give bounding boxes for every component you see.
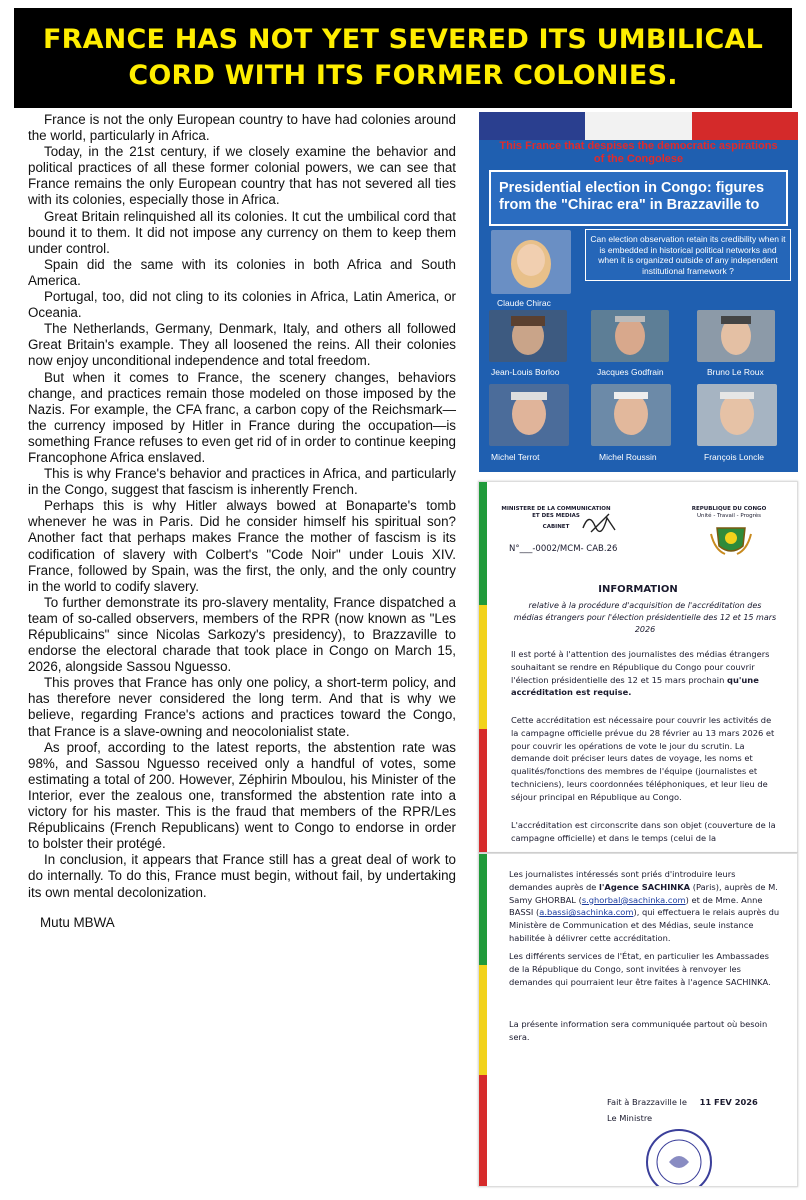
doc2-paragraph-2: Les différents services de l'État, en particulier les Ambassades de la République du Congo, sont invitées à renvoyer les demandes qui pourraient leur être faites à l'agence SACHINKA. bbox=[509, 951, 771, 987]
paragraph: Today, in the 21st century, if we closely examine the behavior and political practices of all these former colonial powers, we can see that France remains the only European country that has not severed all ties with its colonies, especially those in Africa. bbox=[28, 144, 456, 208]
paragraph: Perhaps this is why Hitler always bowed at Bonaparte's tomb whenever he was in Paris. Did he consider himself his spiritual son? Another fact that perhaps makes France the mother of fascism is its codification of slavery with Colbert's "Code Noir" under Louis XIV. France, followed by Spain, was the first, the only, and the only country in the world to codify slavery. bbox=[28, 498, 456, 594]
congo-flag-stripe bbox=[479, 854, 487, 1186]
portrait-photo bbox=[697, 310, 775, 362]
info-paragraph-1 bbox=[511, 648, 779, 699]
headline: FRANCE HAS NOT YET SEVERED ITS UMBILICAL CORD WITH ITS FORMER COLONIES. bbox=[42, 24, 764, 91]
doc2-paragraph-1 bbox=[509, 868, 781, 945]
republic-header bbox=[679, 506, 779, 520]
info-paragraph-3: L'accréditation est circonscrite dans son objet (couverture de la campagne officielle) et dans le temps (celui de la bbox=[511, 820, 776, 843]
doc2-text: ) et de Mme. Anne BASSI ( bbox=[509, 894, 763, 918]
ministry-line: MINISTERE DE LA COMMUNICATION bbox=[501, 506, 611, 512]
caption: Bruno Le Roux bbox=[707, 367, 764, 377]
ministry-line: CABINET bbox=[542, 524, 570, 530]
republic-line: Unité - Travail - Progrès bbox=[696, 513, 761, 519]
portrait-photo bbox=[591, 384, 671, 446]
handwritten-signature bbox=[579, 510, 619, 541]
portrait-photo bbox=[697, 384, 777, 446]
poster-red-title: This France that despises the democratic aspirations of the Congolese bbox=[493, 140, 784, 166]
portrait-photo bbox=[489, 384, 569, 446]
portrait-photo bbox=[489, 310, 567, 362]
paragraph: Portugal, too, did not cling to its colonies in Africa, Latin America, or Oceania. bbox=[28, 289, 456, 321]
email-link[interactable]: s.ghorbal@sachinka.com bbox=[581, 894, 686, 905]
doc2-text: (Paris), auprès de M. Samy GHORBAL ( bbox=[509, 881, 778, 905]
info-text: Il est porté à l'attention des journalistes des médias étrangers souhaitant se rendre en République du Congo pour couvrir l'élection présidentielle des 12 et 15 mars prochain bbox=[511, 649, 770, 685]
document-page-1 bbox=[478, 481, 798, 853]
info-paragraph-2: Cette accréditation est nécessaire pour couvrir les activités de la campagne officielle prévue du 28 février au 13 mars 2026 et pour couvrir les opérations de vote le jour du scrutin. La demande doit préciser leurs dates de voyage, les noms et qualités/fonctions des membres de l'équipe (journalistes et techniciens), leurs coordonnées téléphoniques, et leur lieu de séjour principal en République au Congo. bbox=[511, 715, 775, 802]
paragraph: This proves that France has only one policy, a short-term policy, and has therefore never considered the long term. And that is why we believe, regarding France's actions and practices toward the Congo, that France is a slave-owning and neocolonialist state. bbox=[28, 675, 456, 739]
paragraph: The Netherlands, Germany, Denmark, Italy, and others all followed Great Britain's example. They all loosened the reins. All their colonies now enjoy unconditional independence and total freedom. bbox=[28, 321, 456, 369]
caption: François Loncle bbox=[704, 452, 765, 462]
document-page-2 bbox=[478, 853, 798, 1187]
paragraph: Spain did the same with its colonies in both Africa and South America. bbox=[28, 256, 456, 288]
caption: Claude Chirac bbox=[497, 298, 551, 308]
caption: Michel Terrot bbox=[491, 452, 540, 462]
date-stamp: 11 FEV 2026 bbox=[699, 1097, 758, 1107]
info-title: INFORMATION bbox=[598, 584, 678, 595]
caption: Jean-Louis Borloo bbox=[491, 367, 560, 377]
caption: Michel Roussin bbox=[599, 452, 657, 462]
doc2-text: ), qui effectuera le relais auprès du Ministère de Communication et des Médias, seule instance habilitée à délivrer cette accréditation. bbox=[509, 907, 780, 943]
email-link[interactable]: a.bassi@sachinka.com bbox=[539, 907, 634, 918]
portrait-photo bbox=[591, 310, 669, 362]
french-flag bbox=[479, 112, 798, 140]
paragraph: Great Britain relinquished all its colonies. It cut the umbilical cord that bound it to them. It did not impose any currency on them to keep them under control. bbox=[28, 208, 456, 256]
agency-name: l'Agence SACHINKA bbox=[599, 881, 691, 892]
article-text bbox=[28, 112, 456, 931]
doc2-text: Les journalistes intéressés sont priés d'introduire leurs demandes auprès de bbox=[509, 869, 736, 892]
poster-question: Can election observation retain its credibility when it is embedded in historical political networks and when it is organized outside of any independent institutional framework ? bbox=[585, 229, 791, 281]
paragraph: As proof, according to the latest reports, the abstention rate was 98%, and Sassou Nguesso received only a handful of votes, some estimating a total of 200. However, Zéphirin Mboulou, his Minister of the Interior, ever the zealous one, transformed the abstention rate into a victory for his master. This is the fraud that members of the RPR/Les Républicains (French Republicans) went to Congo to endorse in order to bolster their protégé. bbox=[28, 739, 456, 852]
signer-title: Le Ministre bbox=[607, 1113, 653, 1123]
doc2-paragraph-3: La présente information sera communiquée partout où besoin sera. bbox=[509, 1019, 768, 1042]
paragraph: France is not the only European country to have had colonies around the world, particularly in Africa. bbox=[28, 112, 456, 144]
headline-banner bbox=[14, 8, 792, 108]
paragraph: In conclusion, it appears that France still has a great deal of work to do internally. To do this, France must begin, without fail, by undertaking its own mental decolonization. bbox=[28, 852, 456, 900]
portrait-photo bbox=[491, 230, 571, 294]
paragraph: But when it comes to France, the scenery changes, behaviors change, and practices remain those modeled on those imposed by the Nazis. For example, the CFA franc, a carbon copy of the Reichsmark—the currency imposed by Hitler in France during the occupation—is something France refuses to even get rid of in order to continue keeping Francophone Africa enslaved. bbox=[28, 369, 456, 465]
poster-title: Presidential election in Congo: figures from the "Chirac era" in Brazzaville to bbox=[489, 170, 788, 226]
official-stamp-icon bbox=[639, 1122, 719, 1187]
republic-line: REPUBLIQUE DU CONGO bbox=[691, 506, 767, 512]
reference-number: N°___-0002/MCM- CAB.26 bbox=[509, 544, 618, 554]
place-line bbox=[607, 1096, 758, 1109]
poster-image bbox=[479, 112, 798, 472]
caption: Jacques Godfrain bbox=[597, 367, 664, 377]
congo-flag-stripe bbox=[479, 482, 487, 852]
paragraph: This is why France's behavior and practices in Africa, and particularly in the Congo, suggest that fascism is inherently French. bbox=[28, 466, 456, 498]
info-text-bold: qu'une accréditation est requise. bbox=[511, 674, 759, 698]
paragraph: To further demonstrate its pro-slavery mentality, France dispatched a team of so-called observers, members of the RPR (now known as "Les Républicains" since Nicolas Sarkozy's presidency), to Brazzaville to endorse the electoral charade that took place in Congo on March 15, 2026, alongside Sassou Nguesso. bbox=[28, 594, 456, 675]
coat-of-arms-icon bbox=[709, 524, 753, 563]
signature: Mutu MBWA bbox=[40, 914, 115, 930]
info-subtitle: relative à la procédure d'acquisition de l'accréditation des médias étrangers pour l'élection présidentielle des 12 et 15 mars 2026 bbox=[513, 601, 777, 634]
ministry-line: ET DES MEDIAS bbox=[532, 513, 580, 519]
place-text: Fait à Brazzaville le bbox=[607, 1097, 687, 1107]
